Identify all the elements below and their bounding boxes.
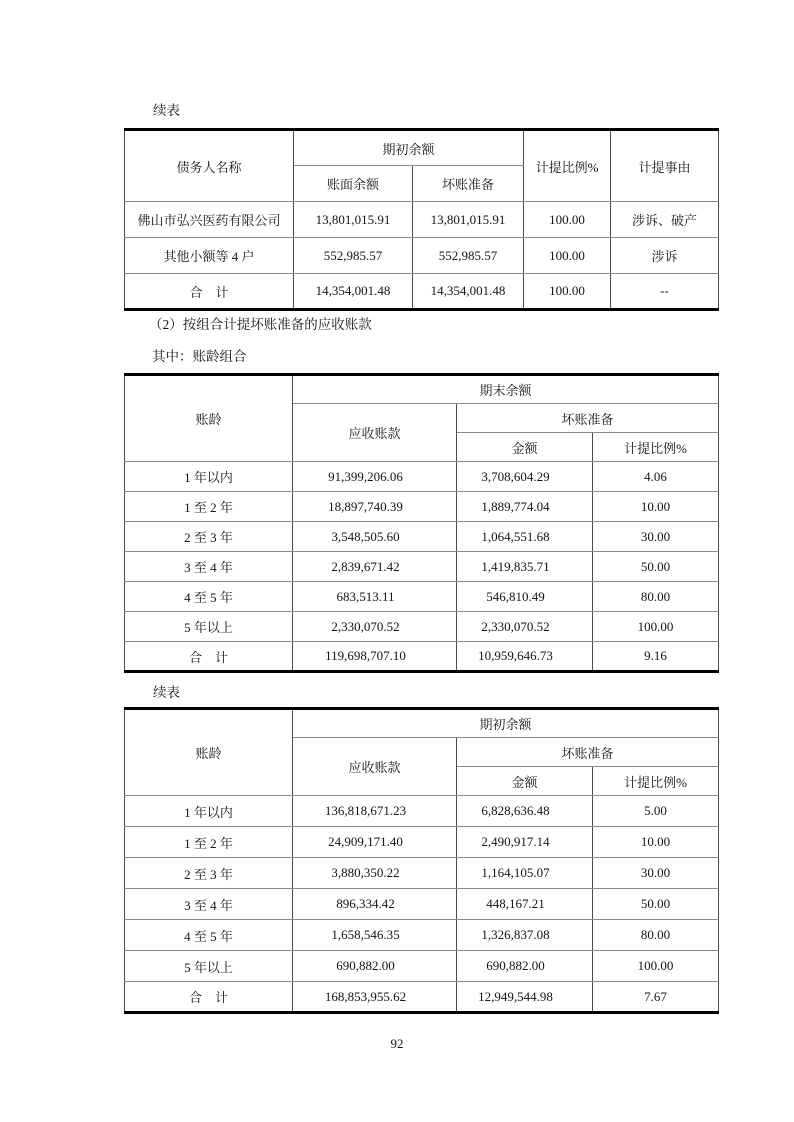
- aging-cell: 3 至 4 年: [125, 552, 293, 582]
- receivables-cell: 136,818,671.23: [293, 796, 457, 827]
- header-provision-ratio: 计提比例%: [593, 433, 719, 462]
- receivables-cell: 690,882.00: [293, 951, 457, 982]
- aging-cell: 1 年以内: [125, 462, 293, 492]
- amount-cell: 6,828,636.48: [457, 796, 593, 827]
- provision-ratio-cell: 100.00: [524, 238, 611, 274]
- section-item2-heading: （2）按组合计提坏账准备的应收账款: [149, 317, 372, 332]
- receivables-total-cell: 119,698,707.10: [293, 642, 457, 672]
- header-provision-ratio: 计提比例%: [593, 767, 719, 796]
- table-row: [125, 238, 719, 274]
- ratio-cell: 80.00: [593, 582, 719, 612]
- ratio-cell: 100.00: [593, 951, 719, 982]
- provision-reason-cell: 涉诉、破产: [611, 202, 719, 238]
- ratio-total-cell: 7.67: [593, 982, 719, 1013]
- continued-table-label-1: 续表: [153, 103, 180, 118]
- ratio-cell: 50.00: [593, 889, 719, 920]
- receivables-cell: 91,399,206.06: [293, 462, 457, 492]
- table-total-row: [125, 982, 719, 1013]
- aging-combination-heading: 其中：账龄组合: [152, 349, 247, 364]
- total-label-cell: 合 计: [125, 642, 293, 672]
- ratio-total-cell: 9.16: [593, 642, 719, 672]
- header-bad-debt-provision: 坏账准备: [413, 166, 524, 202]
- amount-cell: 448,167.21: [457, 889, 593, 920]
- receivables-cell: 896,334.42: [293, 889, 457, 920]
- ratio-cell: 100.00: [593, 612, 719, 642]
- table-row: [125, 492, 719, 522]
- aging-cell: 1 至 2 年: [125, 492, 293, 522]
- page-number: 92: [390, 1036, 404, 1051]
- table-row: [125, 827, 719, 858]
- receivables-cell: 2,839,671.42: [293, 552, 457, 582]
- header-debtor-name: 债务人名称: [125, 130, 294, 202]
- aging-cell: 4 至 5 年: [125, 582, 293, 612]
- book-balance-total-cell: 14,354,001.48: [294, 274, 413, 310]
- amount-cell: 2,330,070.52: [457, 612, 593, 642]
- amount-cell: 1,164,105.07: [457, 858, 593, 889]
- aging-cell: 1 至 2 年: [125, 827, 293, 858]
- header-receivables: 应收账款: [293, 404, 457, 462]
- aging-table-ending-balance: [124, 373, 719, 673]
- aging-cell: 5 年以上: [125, 951, 293, 982]
- table-row: [125, 951, 719, 982]
- bad-debt-provision-cell: 552,985.57: [413, 238, 524, 274]
- ratio-cell: 80.00: [593, 920, 719, 951]
- bad-debt-provision-total-cell: 14,354,001.48: [413, 274, 524, 310]
- amount-total-cell: 12,949,544.98: [457, 982, 593, 1013]
- header-aging: 账龄: [125, 375, 293, 462]
- table-row: [125, 582, 719, 612]
- debtor-provision-table: [124, 128, 719, 311]
- ratio-cell: 10.00: [593, 492, 719, 522]
- table-row: [125, 612, 719, 642]
- aging-cell: 4 至 5 年: [125, 920, 293, 951]
- amount-cell: 546,810.49: [457, 582, 593, 612]
- amount-cell: 1,419,835.71: [457, 552, 593, 582]
- receivables-cell: 3,880,350.22: [293, 858, 457, 889]
- ratio-cell: 30.00: [593, 858, 719, 889]
- table-row: [125, 522, 719, 552]
- receivables-cell: 3,548,505.60: [293, 522, 457, 552]
- amount-cell: 690,882.00: [457, 951, 593, 982]
- book-balance-cell: 13,801,015.91: [294, 202, 413, 238]
- table-row: [125, 552, 719, 582]
- total-label-cell: 合 计: [125, 274, 294, 310]
- receivables-cell: 2,330,070.52: [293, 612, 457, 642]
- receivables-cell: 1,658,546.35: [293, 920, 457, 951]
- header-bad-debt-provision: 坏账准备: [457, 404, 719, 433]
- aging-cell: 1 年以内: [125, 796, 293, 827]
- table-row: [125, 462, 719, 492]
- provision-reason-total-cell: --: [611, 274, 719, 310]
- table-total-row: [125, 642, 719, 672]
- header-book-balance: 账面余额: [294, 166, 413, 202]
- amount-total-cell: 10,959,646.73: [457, 642, 593, 672]
- receivables-total-cell: 168,853,955.62: [293, 982, 457, 1013]
- aging-cell: 3 至 4 年: [125, 889, 293, 920]
- debtor-name-cell: 佛山市弘兴医药有限公司: [125, 202, 294, 238]
- amount-cell: 3,708,604.29: [457, 462, 593, 492]
- aging-table-beginning-balance: [124, 707, 719, 1014]
- table-row: [125, 920, 719, 951]
- header-receivables: 应收账款: [293, 738, 457, 796]
- ratio-cell: 30.00: [593, 522, 719, 552]
- continued-table-label-2: 续表: [153, 685, 180, 700]
- header-ending-balance: 期末余额: [293, 375, 719, 404]
- aging-cell: 2 至 3 年: [125, 522, 293, 552]
- bad-debt-provision-cell: 13,801,015.91: [413, 202, 524, 238]
- ratio-cell: 10.00: [593, 827, 719, 858]
- table-total-row: [125, 274, 719, 310]
- ratio-cell: 4.06: [593, 462, 719, 492]
- provision-ratio-total-cell: 100.00: [524, 274, 611, 310]
- table-row: [125, 202, 719, 238]
- total-label-cell: 合 计: [125, 982, 293, 1013]
- table-row: [125, 889, 719, 920]
- aging-cell: 2 至 3 年: [125, 858, 293, 889]
- header-bad-debt-provision: 坏账准备: [457, 738, 719, 767]
- amount-cell: 1,889,774.04: [457, 492, 593, 522]
- header-amount: 金额: [457, 767, 593, 796]
- header-provision-reason: 计提事由: [611, 130, 719, 202]
- receivables-cell: 18,897,740.39: [293, 492, 457, 522]
- provision-ratio-cell: 100.00: [524, 202, 611, 238]
- ratio-cell: 5.00: [593, 796, 719, 827]
- receivables-cell: 24,909,171.40: [293, 827, 457, 858]
- amount-cell: 2,490,917.14: [457, 827, 593, 858]
- provision-reason-cell: 涉诉: [611, 238, 719, 274]
- header-amount: 金额: [457, 433, 593, 462]
- header-provision-ratio: 计提比例%: [524, 130, 611, 202]
- amount-cell: 1,326,837.08: [457, 920, 593, 951]
- debtor-name-cell: 其他小额等 4 户: [125, 238, 294, 274]
- header-beginning-balance: 期初余额: [294, 130, 524, 166]
- header-aging: 账龄: [125, 709, 293, 796]
- header-beginning-balance: 期初余额: [293, 709, 719, 738]
- receivables-cell: 683,513.11: [293, 582, 457, 612]
- ratio-cell: 50.00: [593, 552, 719, 582]
- amount-cell: 1,064,551.68: [457, 522, 593, 552]
- book-balance-cell: 552,985.57: [294, 238, 413, 274]
- aging-cell: 5 年以上: [125, 612, 293, 642]
- table-row: [125, 858, 719, 889]
- table-row: [125, 796, 719, 827]
